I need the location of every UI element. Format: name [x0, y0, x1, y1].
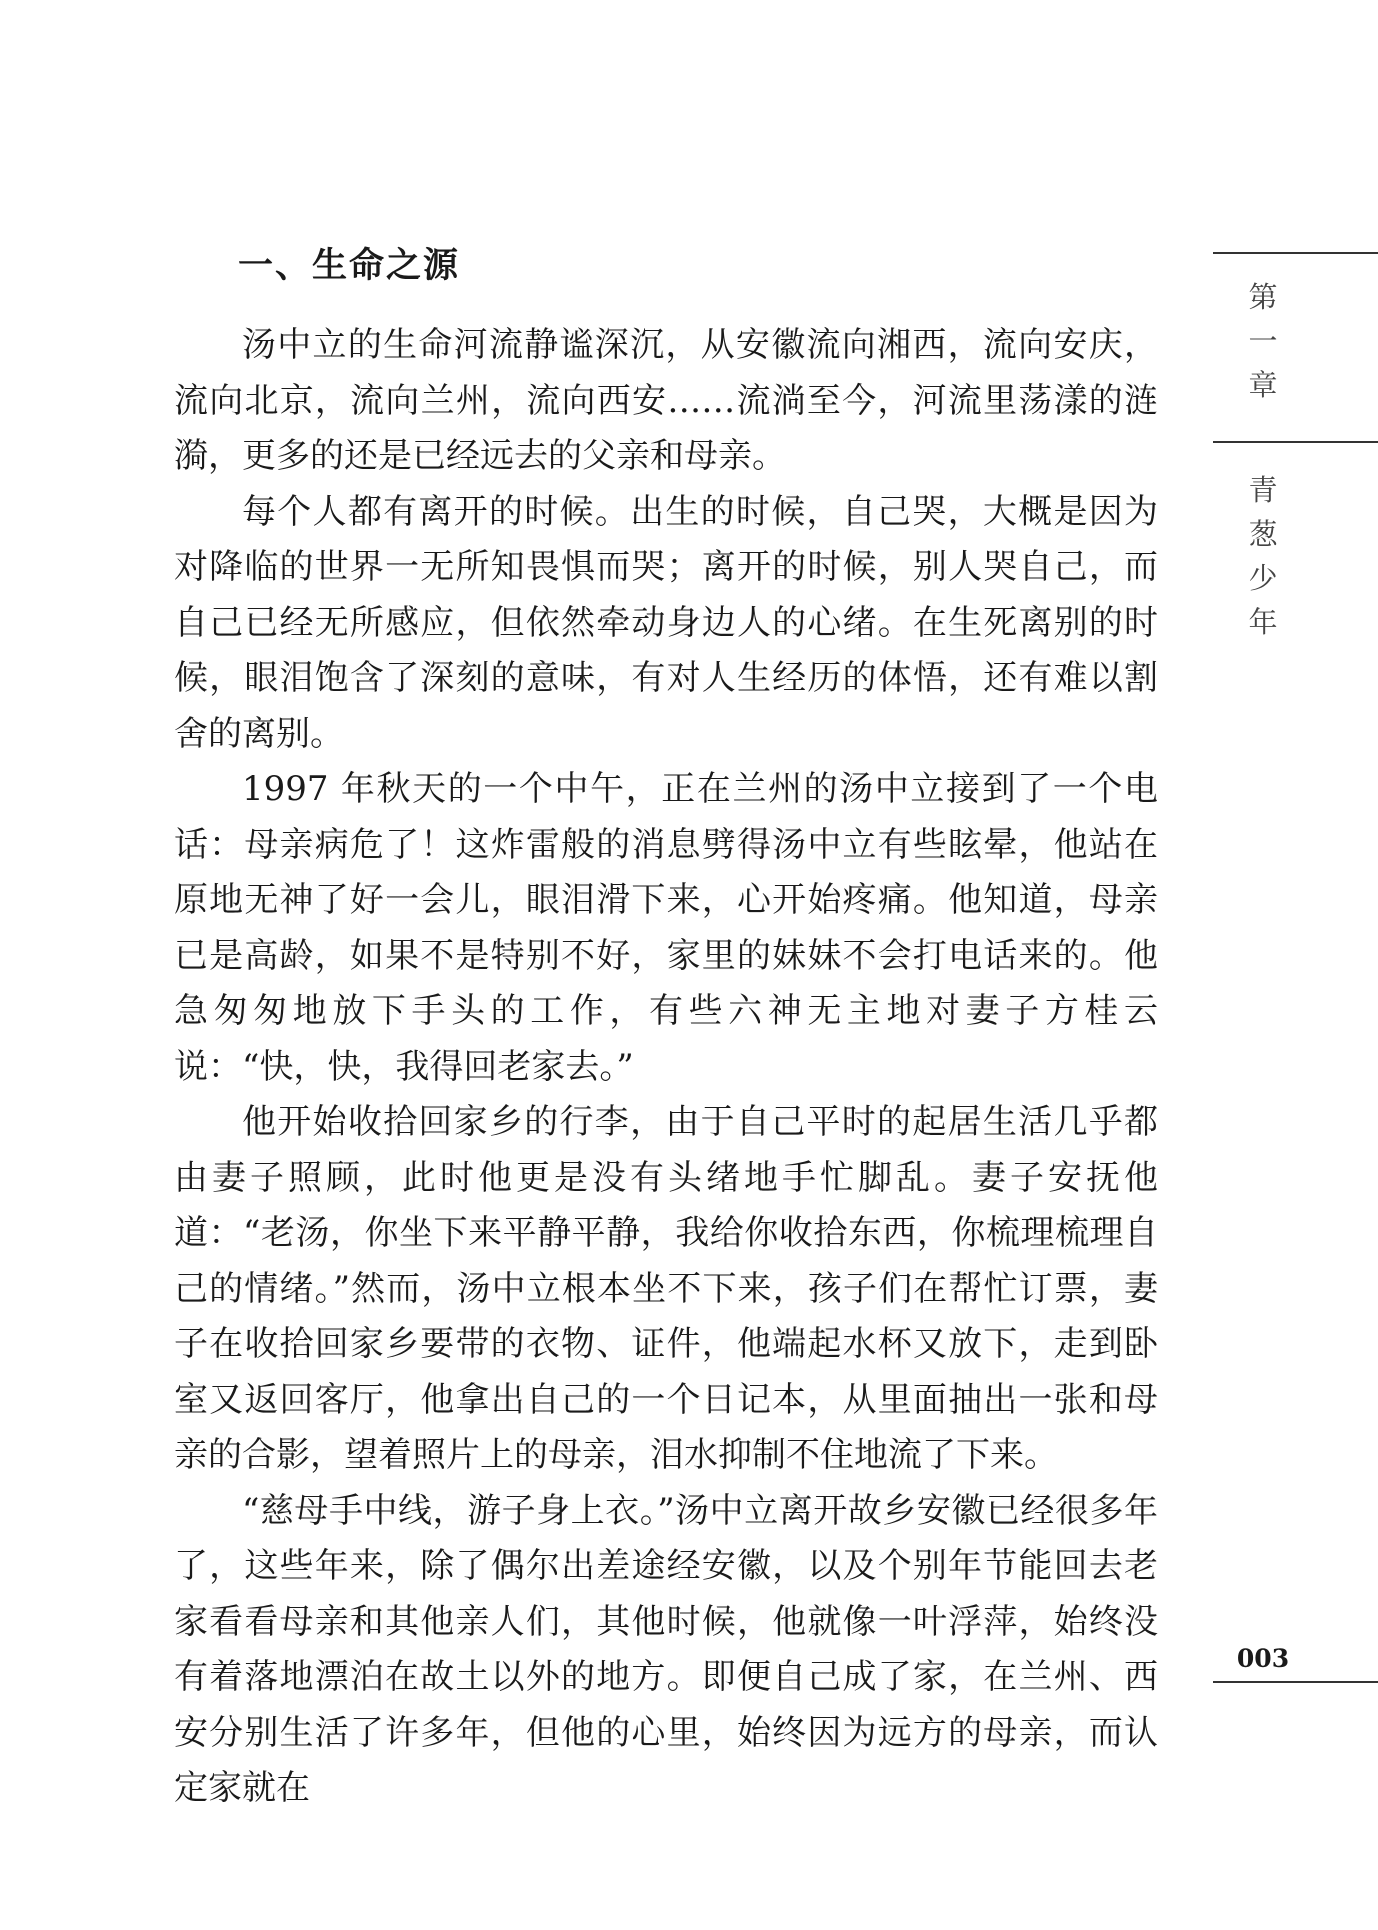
chapter-label-char: 一 [1248, 324, 1278, 358]
chapter-title-char: 年 [1248, 605, 1278, 639]
section-title: 一、生命之源 [238, 246, 461, 286]
sidebar-bottom-rule [1213, 1681, 1378, 1683]
chapter-title-char: 葱 [1248, 517, 1278, 551]
chapter-label-char: 章 [1248, 368, 1278, 402]
sidebar-middle-rule [1213, 441, 1378, 443]
chapter-title [1213, 468, 1313, 644]
chapter-title-char: 少 [1248, 561, 1278, 595]
paragraph: 他开始收拾回家乡的行李，由于自己平时的起居生活几乎都由妻子照顾，此时他更是没有头绪地手忙脚乱。妻子安抚他道：“老汤，你坐下来平静平静，我给你收拾东西，你梳理梳理自己的情绪。”然而，汤中立根本坐不下来，孩子们在帮忙订票，妻子在收拾回家乡要带的衣物、证件，他端起水杯又放下，走到卧室又返回客厅，他拿出自己的一个日记本，从里面抽出一张和母亲的合影，望着照片上的母亲，泪水抑制不住地流了下来。 [174, 1102, 1158, 1475]
chapter-title-char: 青 [1248, 473, 1278, 507]
body-text [174, 318, 1158, 1817]
paragraph: 1997 年秋天的一个中午，正在兰州的汤中立接到了一个电话：母亲病危了！这炸雷般的消息劈得汤中立有些眩晕，他站在原地无神了好一会儿，眼泪滑下来，心开始疼痛。他知道，母亲已是高龄，如果不是特别不好，家里的妹妹不会打电话来的。他急匆匆地放下手头的工作，有些六神无主地对妻子方桂云说：“快，快，我得回老家去。” [174, 769, 1158, 1087]
page-number: 003 [1236, 1644, 1290, 1673]
chapter-label-char: 第 [1248, 280, 1278, 314]
chapter-label [1213, 275, 1313, 407]
sidebar-top-rule [1213, 252, 1378, 254]
paragraph: 汤中立的生命河流静谧深沉，从安徽流向湘西，流向安庆，流向北京，流向兰州，流向西安……流淌至今，河流里荡漾的涟漪，更多的还是已经远去的父亲和母亲。 [174, 325, 1158, 476]
paragraph: “慈母手中线，游子身上衣。”汤中立离开故乡安徽已经很多年了，这些年来，除了偶尔出差途经安徽，以及个别年节能回去老家看看母亲和其他亲人们，其他时候，他就像一叶浮萍，始终没有着落地漂泊在故土以外的地方。即便自己成了家，在兰州、西安分别生活了许多年，但他的心里，始终因为远方的母亲，而认定家就在 [174, 1490, 1158, 1808]
paragraph: 每个人都有离开的时候。出生的时候，自己哭，大概是因为对降临的世界一无所知畏惧而哭；离开的时候，别人哭自己，而自己已经无所感应，但依然牵动身边人的心绪。在生死离别的时候，眼泪饱含了深刻的意味，有对人生经历的体悟，还有难以割舍的离别。 [174, 491, 1158, 754]
